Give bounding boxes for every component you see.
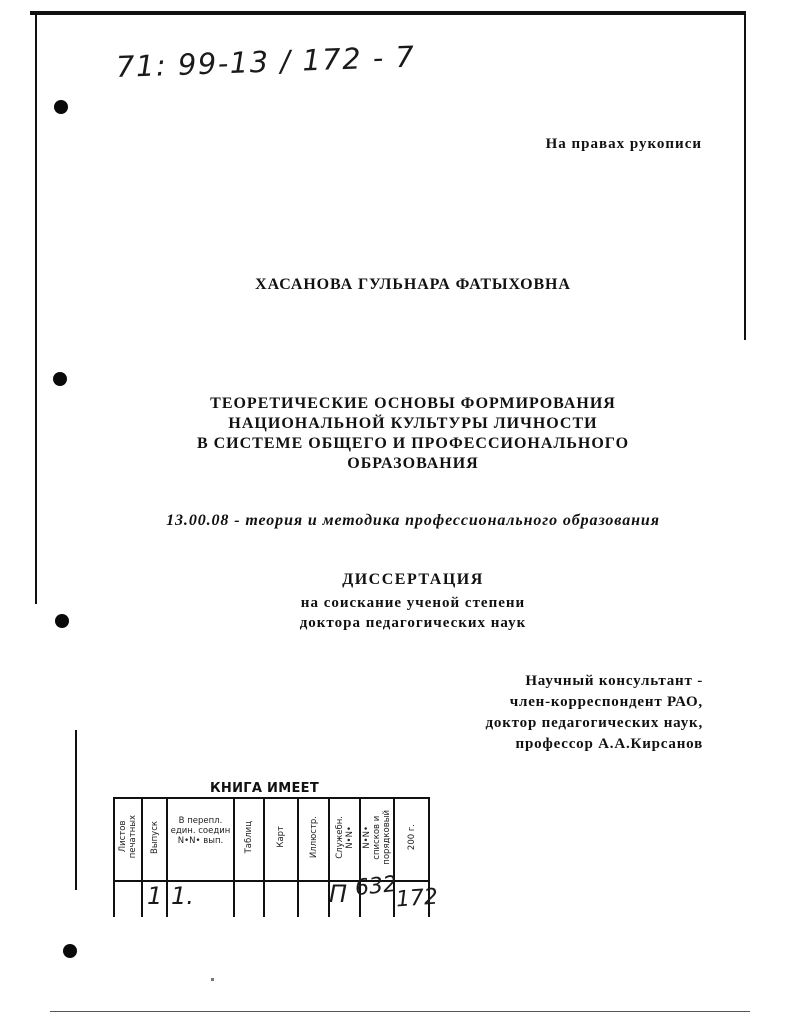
catalog-number: 71: 99-13 / 172 - 7 [115, 39, 416, 84]
stamp-entry-binding: 1. [171, 882, 194, 910]
title-line: ТЕОРЕТИЧЕСКИЕ ОСНОВЫ ФОРМИРОВАНИЯ [210, 395, 616, 412]
advisor-line: доктор педагогических наук, [485, 715, 703, 731]
scan-left-border [35, 14, 37, 604]
stamp-cell [264, 881, 298, 917]
title-line: ОБРАЗОВАНИЯ [347, 455, 479, 472]
stamp-col-maps: Карт [264, 798, 298, 881]
scan-right-border [744, 14, 746, 340]
stamp-col-service: Служебн. N•N• [329, 798, 360, 881]
stamp-col-binding: В перепл. един. соедин N•N• вып. [167, 798, 234, 881]
stamp-col-tables: Таблиц [234, 798, 264, 881]
scan-speck [211, 978, 214, 981]
author-name: ХАСАНОВА ГУЛЬНАРА ФАТЫХОВНА [255, 276, 571, 293]
advisor-line: профессор А.А.Кирсанов [515, 736, 703, 752]
dissertation-title [100, 394, 726, 474]
stamp-col-issue: Выпуск [142, 798, 167, 881]
advisor-line: Научный консультант - [525, 673, 703, 689]
stamp-entry-service: П [329, 880, 348, 908]
punch-hole-1 [54, 100, 68, 114]
work-type: ДИССЕРТАЦИЯ [342, 571, 484, 588]
title-line: НАЦИОНАЛЬНОЙ КУЛЬТУРЫ ЛИЧНОСТИ [228, 415, 598, 432]
punch-hole-4 [63, 944, 77, 958]
rights-note: На правах рукописи [545, 136, 702, 152]
stamp-entry-list-number: 172 [395, 884, 439, 913]
stamp-entry-service-number: 632 [353, 871, 399, 902]
stamp-heading: КНИГА ИМЕЕТ [210, 781, 320, 796]
stamp-cell [234, 881, 264, 917]
specialty-code: 13.00.08 - теория и методика профессионального образования [166, 512, 660, 529]
stamp-col-illustrations: Иллюстр. [298, 798, 329, 881]
title-line: В СИСТЕМЕ ОБЩЕГО И ПРОФЕССИОНАЛЬНОГО [196, 435, 630, 452]
stamp-col-lists: N•N• списков и порядковый [360, 798, 394, 881]
punch-hole-3 [55, 614, 69, 628]
stamp-col-year: 200 г. [394, 798, 429, 881]
stamp-entry-issue: 1 [147, 882, 163, 910]
punch-hole-2 [53, 372, 67, 386]
stamp-col-sheets: Листов печатных [114, 798, 142, 881]
stamp-cell [298, 881, 329, 917]
stamp-cell [114, 881, 142, 917]
degree-line: на соискание ученой степени [300, 595, 526, 611]
scan-top-border [30, 11, 746, 15]
degree-line: доктора педагогических наук [299, 615, 527, 631]
advisor-block [486, 671, 703, 755]
degree-block [100, 593, 726, 633]
stamp-header-row [114, 798, 429, 881]
scan-left-lower-line [75, 730, 77, 890]
advisor-line: член-корреспондент РАО, [509, 694, 703, 710]
scan-bottom-border [50, 1011, 750, 1012]
